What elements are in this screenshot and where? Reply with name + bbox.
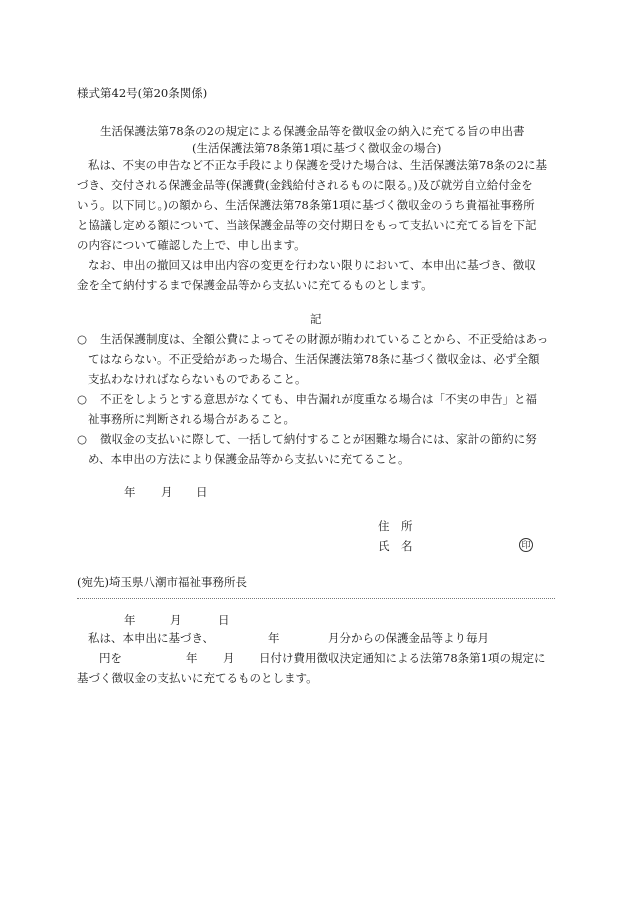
lower-text: 私は、本申出に基づき、 <box>88 631 215 645</box>
lower-text: 基づく徴収金の支払いに充てるものとします。 <box>77 671 318 685</box>
lower-year: 年 <box>186 651 198 665</box>
item-line: 支払わなければならないものであること。 <box>88 372 307 386</box>
bullet-mark: ○ <box>77 332 88 346</box>
note-line: なお、申出の撤回又は申出内容の変更を行わない限りにおいて、本申出に基づき、徴収 <box>88 258 536 272</box>
lower-date-day: 日 <box>218 613 230 627</box>
form-number: 様式第42号(第20条関係) <box>77 86 208 100</box>
lower-date-month: 月 <box>170 613 182 627</box>
item-line: 生活保護制度は、全額公費によってその財源が賄われていることから、不正受給はあっ <box>100 332 549 346</box>
lower-year: 年 <box>268 631 280 645</box>
lower-text: 日付け費用徴収決定通知による法第78条第1項の規定に <box>259 651 546 665</box>
item-line: てはならない。不正受給があった場合、生活保護法第78条に基づく徴収金は、必ず全額 <box>88 352 540 366</box>
item-line: 不正をしようとする意思がなくても、申告漏れが度重なる場合は「不実の申告」と福 <box>100 392 537 406</box>
intro-line: の内容について確認した上で、申し出ます。 <box>77 238 306 252</box>
intro-line: と協議し定める額について、当該保護金品等の交付期日をもって支払いに充てる旨を下記 <box>77 218 537 232</box>
date-month: 月 <box>161 485 173 499</box>
name-label: 氏 名 <box>378 539 413 553</box>
seal-mark: 印 <box>519 538 533 552</box>
item-line: 徴収金の支払いに際して、一括して納付することが困難な場合には、家計の節約に努 <box>100 432 537 446</box>
lower-yen: 円を <box>99 651 122 665</box>
item-line: め、本申出の方法により保護金品等から支払いに充てること。 <box>88 452 410 466</box>
document-title: 生活保護法第78条の2の規定による保護金品等を徴収金の納入に充てる旨の申出書 <box>100 124 525 138</box>
lower-date-year: 年 <box>124 613 136 627</box>
item-line: 祉事務所に判断される場合があること。 <box>88 412 295 426</box>
date-day: 日 <box>196 485 208 499</box>
lower-month: 月 <box>223 651 235 665</box>
document-subtitle: (生活保護法第78条第1項に基づく徴収金の場合) <box>192 141 442 155</box>
intro-line: 私は、不実の申告など不正な手段により保護を受けた場合は、生活保護法第78条の2に基 <box>88 158 547 172</box>
dotted-divider <box>77 598 555 599</box>
intro-line: いう。以下同じ。)の額から、生活保護法第78条第1項に基づく徴収金のうち貴福祉事務所 <box>77 198 535 212</box>
address-label: 住 所 <box>378 519 413 533</box>
addressee: (宛先)埼玉県八潮市福祉事務所長 <box>77 575 247 589</box>
bullet-mark: ○ <box>77 432 88 446</box>
lower-text: 月分からの保護金品等より毎月 <box>328 631 489 645</box>
date-year: 年 <box>124 485 136 499</box>
intro-line: づき、交付される保護金品等(保護費(金銭給付されるものに限る。)及び就労自立給付金を <box>77 178 533 192</box>
note-line: 金を全て納付するまで保護金品等から支払いに充てるものとします。 <box>77 278 433 292</box>
ki-heading: 記 <box>310 312 322 326</box>
bullet-mark: ○ <box>77 392 88 406</box>
